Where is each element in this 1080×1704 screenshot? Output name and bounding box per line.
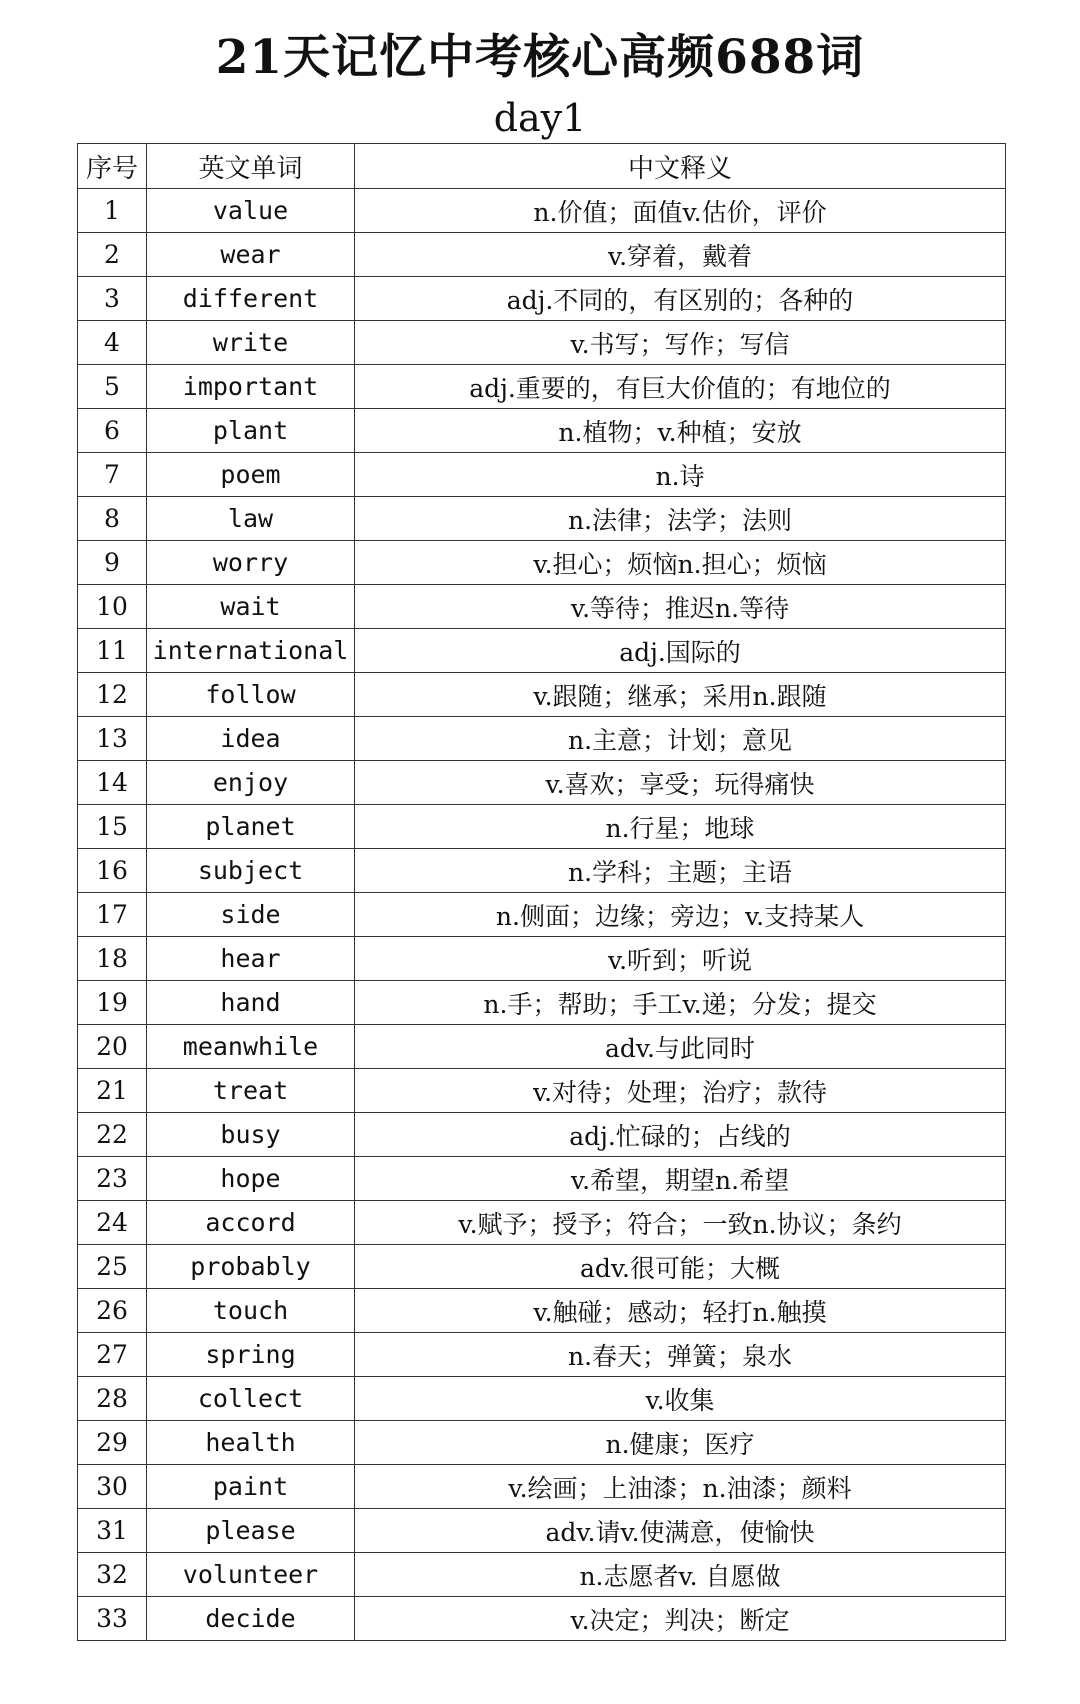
cell-chinese-meaning: v.对待；处理；治疗；款待 xyxy=(355,1069,1006,1113)
cell-index: 8 xyxy=(78,497,147,541)
cell-chinese-meaning: n.手；帮助；手工v.递；分发；提交 xyxy=(355,981,1006,1025)
vocabulary-table-body xyxy=(78,189,1006,1641)
cell-chinese-meaning: n.健康；医疗 xyxy=(355,1421,1006,1465)
cell-chinese-meaning: adv.请v.使满意，使愉快 xyxy=(355,1509,1006,1553)
cell-chinese-meaning: n.行星；地球 xyxy=(355,805,1006,849)
cell-chinese-meaning: n.春天；弹簧；泉水 xyxy=(355,1333,1006,1377)
cell-index: 13 xyxy=(78,717,147,761)
table-row xyxy=(78,409,1006,453)
cell-chinese-meaning: v.收集 xyxy=(355,1377,1006,1421)
cell-english-word: accord xyxy=(147,1201,355,1245)
table-row xyxy=(78,1377,1006,1421)
cell-index: 1 xyxy=(78,189,147,233)
table-row xyxy=(78,717,1006,761)
cell-index: 10 xyxy=(78,585,147,629)
cell-chinese-meaning: n.学科；主题；主语 xyxy=(355,849,1006,893)
cell-chinese-meaning: adv.很可能；大概 xyxy=(355,1245,1006,1289)
cell-index: 33 xyxy=(78,1597,147,1641)
cell-chinese-meaning: v.担心；烦恼n.担心；烦恼 xyxy=(355,541,1006,585)
table-row xyxy=(78,981,1006,1025)
cell-english-word: law xyxy=(147,497,355,541)
table-row xyxy=(78,1245,1006,1289)
cell-english-word: wear xyxy=(147,233,355,277)
table-row xyxy=(78,1201,1006,1245)
cell-english-word: wait xyxy=(147,585,355,629)
table-row xyxy=(78,277,1006,321)
cell-chinese-meaning: v.触碰；感动；轻打n.触摸 xyxy=(355,1289,1006,1333)
table-row xyxy=(78,629,1006,673)
cell-chinese-meaning: n.植物；v.种植；安放 xyxy=(355,409,1006,453)
cell-english-word: international xyxy=(147,629,355,673)
table-row xyxy=(78,1113,1006,1157)
table-row xyxy=(78,321,1006,365)
table-row xyxy=(78,893,1006,937)
cell-english-word: touch xyxy=(147,1289,355,1333)
table-row xyxy=(78,1465,1006,1509)
cell-chinese-meaning: v.希望，期望n.希望 xyxy=(355,1157,1006,1201)
vocabulary-table xyxy=(77,143,1006,1641)
cell-english-word: poem xyxy=(147,453,355,497)
table-row xyxy=(78,189,1006,233)
table-row xyxy=(78,1025,1006,1069)
table-row xyxy=(78,1597,1006,1641)
cell-index: 7 xyxy=(78,453,147,497)
cell-english-word: value xyxy=(147,189,355,233)
cell-index: 23 xyxy=(78,1157,147,1201)
cell-english-word: spring xyxy=(147,1333,355,1377)
cell-chinese-meaning: v.等待；推迟n.等待 xyxy=(355,585,1006,629)
cell-index: 31 xyxy=(78,1509,147,1553)
cell-english-word: plant xyxy=(147,409,355,453)
cell-english-word: follow xyxy=(147,673,355,717)
cell-english-word: probably xyxy=(147,1245,355,1289)
cell-index: 27 xyxy=(78,1333,147,1377)
cell-index: 28 xyxy=(78,1377,147,1421)
cell-index: 17 xyxy=(78,893,147,937)
cell-english-word: subject xyxy=(147,849,355,893)
cell-chinese-meaning: v.决定；判决；断定 xyxy=(355,1597,1006,1641)
cell-index: 4 xyxy=(78,321,147,365)
cell-english-word: important xyxy=(147,365,355,409)
cell-chinese-meaning: adj.国际的 xyxy=(355,629,1006,673)
cell-index: 22 xyxy=(78,1113,147,1157)
header-chinese-meaning: 中文释义 xyxy=(355,144,1006,189)
cell-english-word: write xyxy=(147,321,355,365)
cell-index: 9 xyxy=(78,541,147,585)
cell-index: 5 xyxy=(78,365,147,409)
table-row xyxy=(78,585,1006,629)
cell-chinese-meaning: n.法律；法学；法则 xyxy=(355,497,1006,541)
table-row xyxy=(78,1069,1006,1113)
cell-english-word: health xyxy=(147,1421,355,1465)
table-row xyxy=(78,1157,1006,1201)
cell-index: 16 xyxy=(78,849,147,893)
cell-english-word: idea xyxy=(147,717,355,761)
cell-index: 12 xyxy=(78,673,147,717)
cell-index: 2 xyxy=(78,233,147,277)
cell-chinese-meaning: v.穿着，戴着 xyxy=(355,233,1006,277)
table-row xyxy=(78,365,1006,409)
table-row xyxy=(78,497,1006,541)
table-header-row xyxy=(78,144,1006,189)
cell-english-word: planet xyxy=(147,805,355,849)
cell-english-word: meanwhile xyxy=(147,1025,355,1069)
cell-english-word: please xyxy=(147,1509,355,1553)
cell-index: 6 xyxy=(78,409,147,453)
table-row xyxy=(78,1333,1006,1377)
cell-english-word: volunteer xyxy=(147,1553,355,1597)
cell-chinese-meaning: v.书写；写作；写信 xyxy=(355,321,1006,365)
cell-index: 32 xyxy=(78,1553,147,1597)
header-index: 序号 xyxy=(78,144,147,189)
cell-english-word: treat xyxy=(147,1069,355,1113)
table-row xyxy=(78,1289,1006,1333)
table-row xyxy=(78,1509,1006,1553)
cell-english-word: different xyxy=(147,277,355,321)
cell-index: 29 xyxy=(78,1421,147,1465)
cell-chinese-meaning: v.喜欢；享受；玩得痛快 xyxy=(355,761,1006,805)
table-row xyxy=(78,937,1006,981)
cell-english-word: hear xyxy=(147,937,355,981)
cell-english-word: paint xyxy=(147,1465,355,1509)
cell-chinese-meaning: v.听到；听说 xyxy=(355,937,1006,981)
cell-english-word: side xyxy=(147,893,355,937)
cell-index: 20 xyxy=(78,1025,147,1069)
header-english-word: 英文单词 xyxy=(147,144,355,189)
day-subtitle: day1 xyxy=(493,96,587,140)
table-row xyxy=(78,1553,1006,1597)
cell-chinese-meaning: adj.不同的，有区别的；各种的 xyxy=(355,277,1006,321)
cell-english-word: hope xyxy=(147,1157,355,1201)
table-row xyxy=(78,453,1006,497)
table-row xyxy=(78,761,1006,805)
cell-chinese-meaning: v.绘画；上油漆；n.油漆；颜料 xyxy=(355,1465,1006,1509)
cell-chinese-meaning: n.志愿者v. 自愿做 xyxy=(355,1553,1006,1597)
cell-index: 3 xyxy=(78,277,147,321)
cell-index: 11 xyxy=(78,629,147,673)
cell-index: 25 xyxy=(78,1245,147,1289)
cell-english-word: collect xyxy=(147,1377,355,1421)
table-row xyxy=(78,673,1006,717)
cell-index: 21 xyxy=(78,1069,147,1113)
cell-chinese-meaning: adv.与此同时 xyxy=(355,1025,1006,1069)
table-row xyxy=(78,541,1006,585)
cell-chinese-meaning: v.跟随；继承；采用n.跟随 xyxy=(355,673,1006,717)
cell-chinese-meaning: v.赋予；授予；符合；一致n.协议；条约 xyxy=(355,1201,1006,1245)
cell-chinese-meaning: n.诗 xyxy=(355,453,1006,497)
cell-index: 24 xyxy=(78,1201,147,1245)
table-row xyxy=(78,233,1006,277)
cell-index: 14 xyxy=(78,761,147,805)
cell-english-word: enjoy xyxy=(147,761,355,805)
cell-chinese-meaning: adj.忙碌的；占线的 xyxy=(355,1113,1006,1157)
cell-index: 30 xyxy=(78,1465,147,1509)
table-row xyxy=(78,805,1006,849)
table-row xyxy=(78,1421,1006,1465)
cell-english-word: decide xyxy=(147,1597,355,1641)
cell-chinese-meaning: n.价值；面值v.估价，评价 xyxy=(355,189,1006,233)
table-row xyxy=(78,849,1006,893)
cell-index: 19 xyxy=(78,981,147,1025)
cell-english-word: busy xyxy=(147,1113,355,1157)
cell-english-word: worry xyxy=(147,541,355,585)
cell-chinese-meaning: n.主意；计划；意见 xyxy=(355,717,1006,761)
cell-english-word: hand xyxy=(147,981,355,1025)
page-title: 21天记忆中考核心高频688词 xyxy=(215,30,865,85)
cell-chinese-meaning: adj.重要的，有巨大价值的；有地位的 xyxy=(355,365,1006,409)
cell-index: 15 xyxy=(78,805,147,849)
cell-index: 26 xyxy=(78,1289,147,1333)
cell-index: 18 xyxy=(78,937,147,981)
cell-chinese-meaning: n.侧面；边缘；旁边；v.支持某人 xyxy=(355,893,1006,937)
